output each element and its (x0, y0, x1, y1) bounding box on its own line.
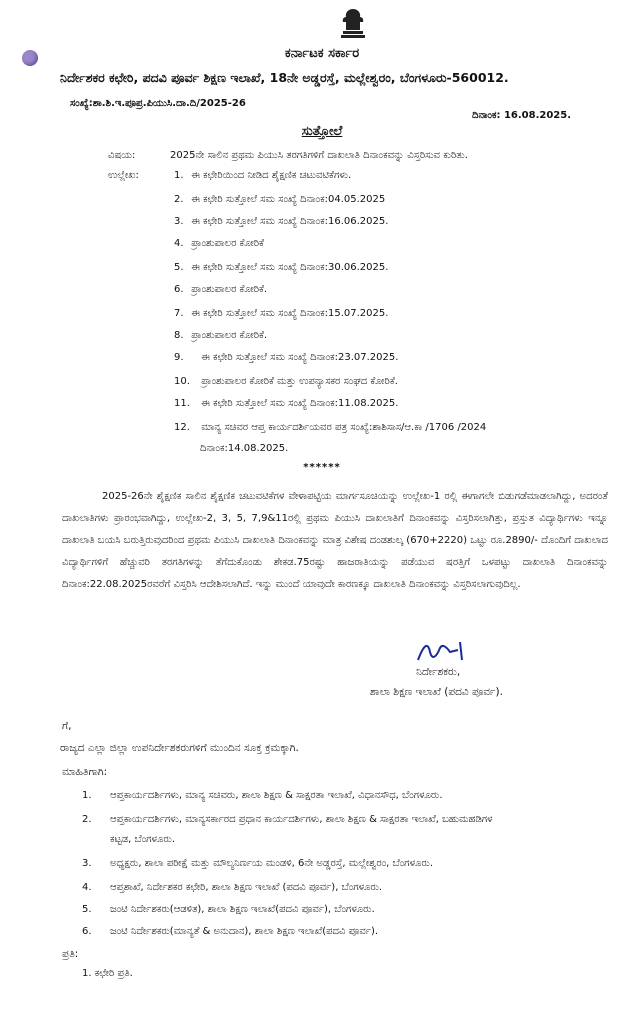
info-item-text: ಆಪ್ತಕಾರ್ಯದರ್ಶಿಗಳು, ಮಾನ್ಯ ಸಚಿವರು, ಶಾಲಾ ಶಿಕ್ಷಣ & ಸಾಕ್ಷರತಾ ಇಲಾಖೆ, ವಿಧಾನಸೌಧ, ಬೆಂಗಳೂರು. (110, 790, 443, 801)
info-item (82, 814, 622, 828)
info-item (82, 926, 622, 940)
info-item-number: 2. (82, 814, 92, 825)
references-label: ಉಲ್ಲೇಖ: (108, 170, 139, 181)
info-item-number: 3. (82, 858, 92, 869)
to-recipients: ರಾಜ್ಯದ ಎಲ್ಲಾ ಜಿಲ್ಲಾ ಉಪನಿರ್ದೇಶಕರುಗಳಿಗೆ ಮುಂದಿನ ಸೂಕ್ತ ಕ್ರಮಕ್ಕಾಗಿ. (60, 742, 299, 754)
reference-number: 8. (174, 330, 184, 341)
reference-text: ಪ್ರಾಂಶುಪಾಲರ ಕೋರಿಕೆ ಮತ್ತು ಉಪನ್ಯಾಸಕರ ಸಂಘದ ಕೋರಿಕೆ. (201, 376, 398, 387)
reference-item (174, 398, 398, 409)
separator-stars: ****** (303, 462, 341, 473)
reference-number: 5. (174, 262, 184, 273)
info-item (82, 790, 622, 804)
info-item-text: ಜಂಟಿ ನಿರ್ದೇಶಕರು(ಆಡಳಿತ), ಶಾಲಾ ಶಿಕ್ಷಣ ಇಲಾಖೆ(ಪದವಿ ಪೂರ್ವ), ಬೆಂಗಳೂರು. (110, 904, 375, 915)
reference-number: 10. (174, 376, 190, 387)
reference-item (174, 284, 267, 295)
info-label: ಮಾಹಿತಿಗಾಗಿ: (62, 766, 108, 778)
reference-text: ಈ ಕಛೇರಿ ಸುತ್ತೋಲೆ ಸಮ ಸಂಖ್ಯೆ ದಿನಾಂಕ:16.06.2025. (191, 216, 389, 227)
reference-number: 9. (174, 352, 184, 363)
reference-number: 4. (174, 238, 184, 249)
info-item-number: 1. (82, 790, 92, 801)
to-label: ಗೆ, (62, 720, 72, 732)
reference-item (174, 262, 388, 273)
signatory-designation: ನಿರ್ದೇಶಕರು, (416, 666, 461, 678)
reference-text: ಮಾನ್ಯ ಸಚಿವರ ಆಪ್ತ ಕಾರ್ಯದರ್ಶಿಯವರ ಪತ್ರ ಸಂಖ್ಯೆ:ಶಾಶಿಸಾಸ/ಆ.ಕಾ /1706 /2024 (201, 422, 487, 433)
reference-item (174, 194, 385, 205)
office-address: ನಿರ್ದೇಶಕರ ಕಛೇರಿ, ಪದವಿ ಪೂರ್ವ ಶಿಕ್ಷಣ ಇಲಾಖೆ, 18ನೇ ಅಡ್ಡರಸ್ತೆ, ಮಲ್ಲೇಶ್ವರಂ, ಬೆಂಗಳೂರು-560012. (60, 70, 509, 85)
document-date: ದಿನಾಂಕ: 16.08.2025. (472, 110, 572, 121)
copy-label: ಪ್ರತಿ: (62, 948, 79, 960)
reference-number: 1. (174, 170, 184, 181)
reference-item (174, 376, 398, 387)
info-item (82, 882, 622, 896)
reference-text: ಈ ಕಛೇರಿ ಸುತ್ತೋಲೆ ಸಮ ಸಂಖ್ಯೆ ದಿನಾಂಕ:15.07.2025. (191, 308, 389, 319)
info-item-text: ಜಂಟಿ ನಿರ್ದೇಶಕರು(ಮಾನ್ಯತೆ & ಅನುದಾನ), ಶಾಲಾ ಶಿಕ್ಷಣ ಇಲಾಖೆ(ಪದವಿ ಪೂರ್ವ). (110, 926, 379, 937)
subject-text: 2025ನೇ ಸಾಲಿನ ಪ್ರಥಮ ಪಿಯುಸಿ ತರಗತಿಗಳಿಗೆ ದಾಖಲಾತಿ ದಿನಾಂಕವನ್ನು ವಿಸ್ತರಿಸುವ ಕುರಿತು. (170, 150, 468, 161)
info-item-text: ಆಪ್ತಕಾರ್ಯದರ್ಶಿಗಳು, ಮಾನ್ಯಸರ್ಕಾರದ ಪ್ರಧಾನ ಕಾರ್ಯದರ್ಶಿಗಳು, ಶಾಲಾ ಶಿಕ್ಷಣ & ಸಾಕ್ಷರತಾ ಇಲಾಖೆ, ಬಹುಮಹಡಿಗಳ (110, 814, 493, 825)
reference-number: 7. (174, 308, 184, 319)
reference-number: ಸಂಖ್ಯೆ:ಶಾ.ಶಿ.ಇ.ಪೂಪ್ರ.ಪಿಯುಸಿ.ದಾ.ದಿ/2025-26 (70, 98, 246, 109)
reference-text: ಈ ಕಛೇರಿ ಸುತ್ತೋಲೆ ಸಮ ಸಂಖ್ಯೆ ದಿನಾಂಕ:23.07.2025. (201, 352, 399, 363)
reference-text: ಪ್ರಾಂಶುಪಾಲರ ಕೋರಿಕೆ (191, 238, 264, 249)
signatory-department: ಶಾಲಾ ಶಿಕ್ಷಣ ಇಲಾಖೆ (ಪದವಿ ಪೂರ್ವ). (370, 686, 503, 698)
reference-text: ಪ್ರಾಂಶುಪಾಲರ ಕೋರಿಕೆ. (191, 284, 268, 295)
reference-number: 2. (174, 194, 184, 205)
circular-title: ಸುತ್ತೋಲೆ (301, 124, 343, 139)
reference-text: ಈ ಕಛೇರಿ ಸುತ್ತೋಲೆ ಸಮ ಸಂಖ್ಯೆ ದಿನಾಂಕ:04.05.2025 (191, 194, 386, 205)
info-item-number: 4. (82, 882, 92, 893)
karnataka-emblem-icon (336, 6, 370, 40)
reference-text: ಈ ಕಛೇರಿ ಸುತ್ತೋಲೆ ಸಮ ಸಂಖ್ಯೆ ದಿನಾಂಕ:30.06.2025. (191, 262, 389, 273)
circular-body: 2025-26ನೇ ಶೈಕ್ಷಣಿಕ ಸಾಲಿನ ಶೈಕ್ಷಣಿಕ ಚಟುವಟಿಕೆಗಳ ವೇಳಾಪಟ್ಟಿಯ ಮಾರ್ಗಸೂಚಿಯನ್ನು ಉಲ್ಲೇಖ-1 ರಲ್ಲಿ ಈಗಾಗಲೇ ಬಿಡುಗಡೆಮಾಡಲಾಗಿದ್ದು, ಅದರಂತೆ ದಾಖಲಾತಿಗಳು ಪ್ರಾರಂಭವಾಗಿದ್ದು, ಉಲ್ಲೇಖ-2, 3, 5, 7,9&11ರಲ್ಲಿ ಪ್ರಥಮ ಪಿಯುಸಿ ದಾಖಲಾತಿಗೆ ದಿನಾಂಕವನ್ನು ವಿಸ್ತರಿಸಲಾಗಿತ್ತು, ಪ್ರಸ್ತುತ ವಿದ್ಯಾರ್ಥಿಗಳು ಇನ್ನೂ ದಾಖಲಾತಿ ಬಯಸಿ ಬರುತ್ತಿರುವುದರಿಂದ ಪ್ರಥಮ ಪಿಯುಸಿ ದಾಖಲಾತಿ ದಿನಾಂಕವನ್ನು ಮಾತ್ರ ವಿಶೇಷ ದಂಡಶುಲ್ಕ (670+2220) ಒಟ್ಟು ರೂ.2890/- ದೊಂದಿಗೆ ದಾಖಲಾದ ವಿದ್ಯಾರ್ಥಿಗಳಿಗೆ ಹೆಚ್ಚುವರಿ ತರಗತಿಗಳನ್ನು ತೆಗೆದುಕೊಂಡು ಶೇಕಡ.75ರಷ್ಟು ಹಾಜರಾತಿಯನ್ನು ಪಡೆಯುವ ಷರತ್ತಿಗೆ ಒಳಪಟ್ಟು ದಾಖಲಾತಿ ದಿನಾಂಕವನ್ನು ದಿನಾಂಕ:22.08.2025ರವರೆಗೆ ವಿಸ್ತರಿಸಿ ಆದೇಶಿಸಲಾಗಿದೆ. ಇನ್ನು ಮುಂದೆ ಯಾವುದೇ ಕಾರಣಕ್ಕೂ ದಾಖಲಾತಿ ದಿನಾಂಕವನ್ನು ವಿಸ್ತರಿಸಲಾಗುವುದಿಲ್ಲ. (62, 491, 608, 590)
info-item (82, 858, 622, 872)
info-item (82, 904, 622, 918)
reference-text: ಪ್ರಾಂಶುಪಾಲರ ಕೋರಿಕೆ. (191, 330, 268, 341)
reference-item (174, 170, 351, 181)
reference-12-continuation: ದಿನಾಂಕ:14.08.2025. (200, 443, 289, 454)
subject-label: ವಿಷಯ: (108, 150, 136, 161)
info-item-number: 5. (82, 904, 92, 915)
reference-text: ಈ ಕಛೇರಿಯಿಂದ ನೀಡಿದ ಶೈಕ್ಷಣಿಕ ಚಟುವಟಿಕೆಗಳು. (191, 170, 352, 181)
reference-item (174, 238, 264, 249)
reference-number: 6. (174, 284, 184, 295)
reference-number: 11. (174, 398, 190, 409)
info-item-2-continuation: ಕಟ್ಟಡ, ಬೆಂಗಳೂರು. (110, 834, 176, 845)
signature-mark (410, 638, 480, 668)
reference-item (174, 330, 267, 341)
reference-number: 3. (174, 216, 184, 227)
info-item-text: ಆಪ್ತಶಾಖೆ, ನಿರ್ದೇಶಕರ ಕಛೇರಿ, ಶಾಲಾ ಶಿಕ್ಷಣ ಇಲಾಖೆ (ಪದವಿ ಪೂರ್ವ), ಬೆಂಗಳೂರು. (110, 882, 383, 893)
reference-text: ಈ ಕಛೇರಿ ಸುತ್ತೋಲೆ ಸಮ ಸಂಖ್ಯೆ ದಿನಾಂಕ:11.08.2025. (201, 398, 399, 409)
info-item-number: 6. (82, 926, 92, 937)
reference-item (174, 216, 388, 227)
reference-item (174, 422, 486, 433)
reference-number: 12. (174, 422, 190, 433)
copy-item: 1. ಕಛೇರಿ ಪ್ರತಿ. (82, 968, 133, 979)
reference-item (174, 308, 388, 319)
reference-item (174, 352, 398, 363)
government-name: ಕರ್ನಾಟಕ ಸರ್ಕಾರ (284, 46, 360, 61)
info-item-text: ಅಧ್ಯಕ್ಷರು, ಶಾಲಾ ಪರೀಕ್ಷೆ ಮತ್ತು ಮೌಲ್ಯನಿರ್ಣಯ ಮಂಡಳಿ, 6ನೇ ಅಡ್ಡರಸ್ತೆ, ಮಲ್ಲೇಶ್ವರಂ, ಬೆಂಗಳೂರು. (110, 858, 434, 869)
